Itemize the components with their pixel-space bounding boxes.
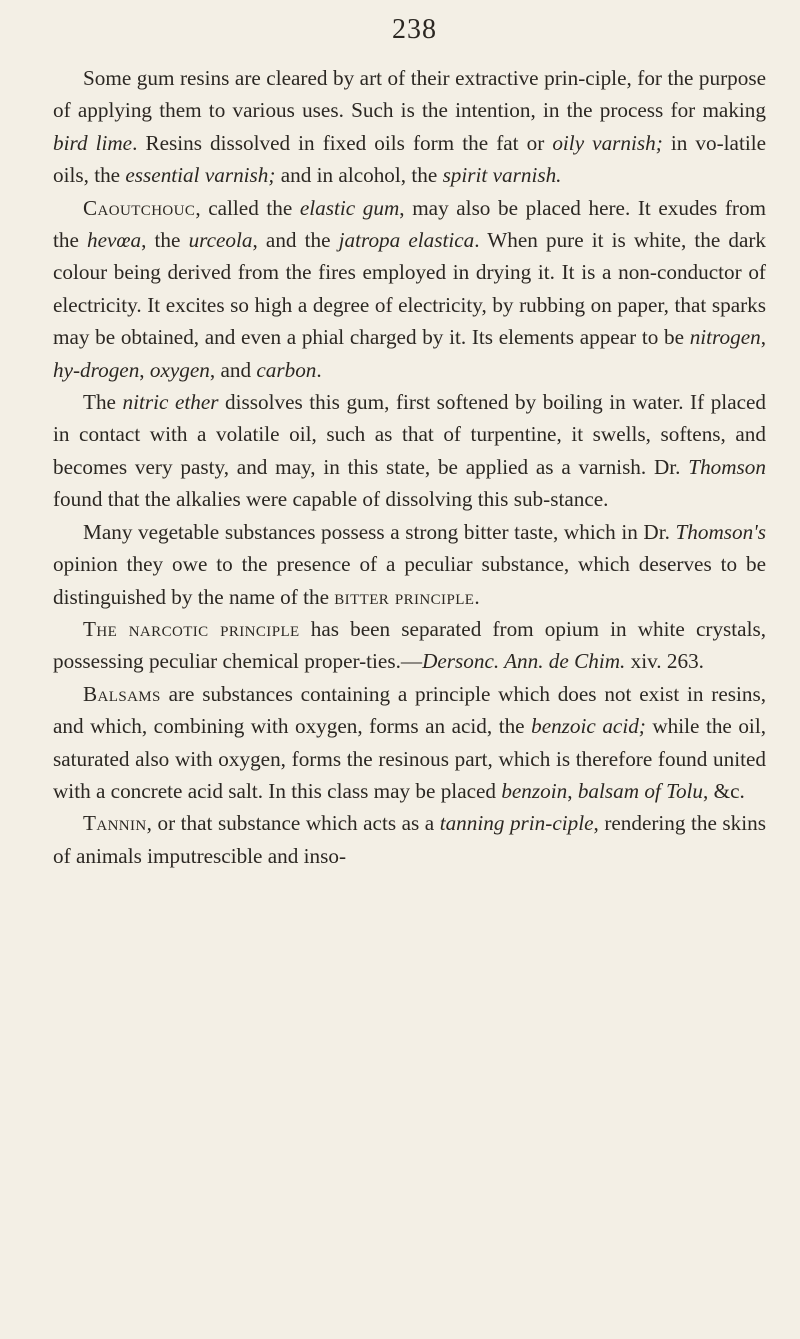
italic-term: nitrogen <box>689 325 761 350</box>
text-run: . <box>316 357 322 382</box>
text-run: . Resins dissolved in fixed oils form the fat or <box>132 130 553 155</box>
small-caps-term: Caoutchouc <box>83 195 196 220</box>
text-run: , or that substance which acts as a <box>146 811 440 836</box>
paragraph-nitric-ether <box>53 386 766 516</box>
text-run: are substances containing a principle which does not exist in resins, and which, combining with oxygen, forms an acid, the <box>53 681 766 739</box>
text-run: Some gum resins are cleared by art of their extractive prin-ciple, for the purpose of applying them to various uses. Such is the intention, in the process for making <box>53 66 766 123</box>
italic-term: essential varnish; <box>125 163 276 188</box>
text-run: , &c. <box>703 778 745 803</box>
text-run: , may also be placed here. It exudes from the <box>53 195 767 253</box>
small-caps-term: Balsams <box>83 681 161 706</box>
paragraph-tannin <box>53 807 766 872</box>
text-run: , and the <box>252 228 339 253</box>
italic-term: tanning prin-ciple <box>439 811 594 836</box>
text-run: opinion they owe to the presence of a peculiar substance, which deserves to be distinguished by the name of the <box>53 552 766 609</box>
italic-term: oily varnish; <box>552 130 663 155</box>
small-caps-term: bitter principle <box>334 584 475 609</box>
text-run: , <box>139 357 150 382</box>
italic-term: bird lime <box>53 130 133 155</box>
text-run: . <box>474 584 480 609</box>
text-run: and in alcohol, the <box>275 163 443 188</box>
small-caps-term: The narcotic principle <box>83 616 300 641</box>
text-run: , called the <box>195 195 300 220</box>
text-run: found that the alkalies were capable of dissolving this sub-stance. <box>53 487 609 512</box>
text-run: . When pure it is white, the dark colour being derived from the fires employed in drying it. It is a non-conductor of electricity. It excites so high a degree of electricity, by rubbing on paper, that sparks may be obtained, and even a phial charged by it. Its elements appear to be <box>53 228 766 350</box>
italic-term: Thomson <box>688 454 766 479</box>
small-caps-term: Tannin <box>83 811 147 836</box>
italic-term: hevœa <box>87 228 142 253</box>
paragraph-caoutchouc <box>53 192 766 386</box>
italic-term: elastic gum <box>299 195 400 220</box>
italic-term: spirit varnish. <box>442 163 562 188</box>
italic-term: benzoic acid; <box>531 714 646 739</box>
text-run: xiv. 263. <box>625 649 704 674</box>
text-run: , <box>760 325 766 350</box>
text-run: dissolves this gum, first softened by boiling in water. If placed in contact with a volatile oil, such as that of turpentine, it swells, softens, and becomes very pasty, and may, in this state, be applied as a varnish. Dr. <box>53 390 766 479</box>
paragraph-balsams <box>53 678 766 808</box>
italic-term: Thomson's <box>675 519 766 544</box>
italic-term: hy-drogen <box>53 357 140 382</box>
italic-term: balsam of Tolu <box>577 778 704 803</box>
text-run: has been separated from opium in white crystals, possessing peculiar chemical proper-ties.— <box>53 616 766 674</box>
page-number: 238 <box>392 14 437 45</box>
paragraph-gum-resins <box>53 62 766 192</box>
italic-term: Dersonc. Ann. de Chim. <box>422 649 626 674</box>
text-run: The <box>83 390 123 415</box>
italic-term: benzoin <box>501 778 568 803</box>
text-run: , rendering the skins of animals imputrescible and inso- <box>53 811 766 868</box>
text-run: in vo-latile oils, the <box>53 130 767 188</box>
paragraph-narcotic-principle <box>53 613 766 678</box>
italic-term: urceola <box>188 228 253 253</box>
text-run: , <box>567 778 578 803</box>
text-run: , the <box>141 228 189 253</box>
italic-term: carbon <box>256 357 317 382</box>
text-run: , and <box>209 357 257 382</box>
italic-term: oxygen <box>149 357 210 382</box>
italic-term: nitric ether <box>122 390 219 415</box>
text-run: while the oil, saturated also with oxygen, forms the resinous part, which is therefore found united with a concrete acid salt. In this class may be placed <box>53 714 766 803</box>
paragraph-bitter-principle <box>53 516 766 613</box>
text-run: Many vegetable substances possess a strong bitter taste, which in Dr. <box>83 519 676 544</box>
italic-term: jatropa elastica <box>338 228 475 253</box>
body-text <box>53 62 766 872</box>
